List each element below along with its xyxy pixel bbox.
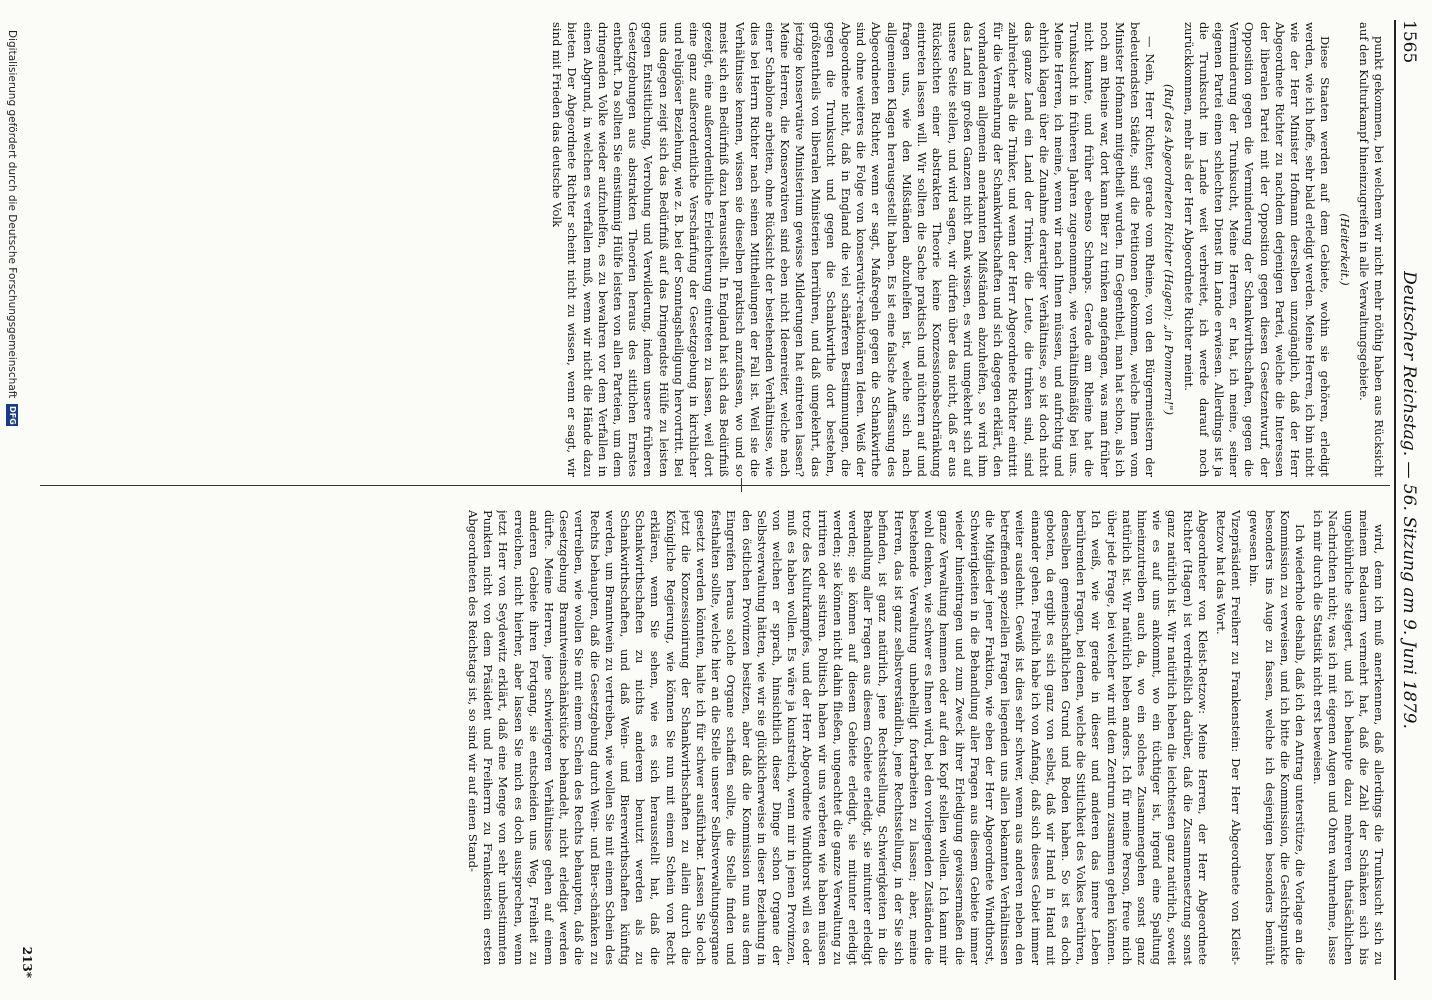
speaker-paragraph: Vizepräsident Freiherr zu Frankenstein: Der Herr Abgeordnete von Kleist-Retzow hat das Wort. [1213,510,1244,965]
interjection: (Heiterkeit.) [1337,213,1352,286]
paragraph: punkt gekommen, bei welchem wir nicht mehr nöthig haben aus Rücksicht auf den Kulturkampf hineinzugreifen in alle Verwaltungsgebiete. [1356,22,1386,477]
paragraph: Ich wiederhole deshalb, daß ich den Antrag unterstütze, die Vorlage an die Kommission zu verweisen, und ich bitte die Kommission, die Gesichtspunkte besonders ins Auge zu fassen, welche ich desjenigen besonders bemüht gewesen bin. [1247,510,1307,965]
page-header [1394,20,1422,980]
sheet-signature: 213* [20,946,34,978]
paragraph: — Nein, Herr Richter, gerade vom Rheine, von den Bürgermeistern der bedeutendsten Städte, sind die Petitionen gekommen, welche Ihnen vom Minister Hofmann mitgetheilt wurden. Im Gegentheil, man hat schon, als ich noch am Rheine war, dort kann Bier zu trinken angefangen, was man früher nicht kannte, und früher ebenso Schnaps. Gerade am Rheine hat die Trunksucht in früheren Jahren zugenommen, wie verhältnißmäßig bei uns. Meine Herren, ich meine, wenn wir nach Ihnen müssen, und aufrichtig und ehrlich klagen über die Zunahme derartiger Verhältnisse, so ist doch nicht das ganze Land ein Land der Trinker, die Leute, die trinken sind, sind zahlreicher als die Trinker, und wenn der Herr Abgeordnete Richter eintritt für die Vermehrung der Schankwirthschaften und sich dagegen erklärt, den vorhandenen allgemein anerkannten Mißständen abzuhelfen, so wird ihm das Land im großen Ganzen nicht Dank wissen, es wird umgekehrt sich auf unsere Seite stellen, und wird sagen, wir dürfen über das nicht, daß er aus Rücksichten einer abstrakten Theorie keine Konzessionsbeschränkung eintreten lassen will. Wir sollten die Sache praktisch und nüchtern auf und fragen uns, wie den Mißständen abzuhelfen ist, welche sich nach allgemeinen Klagen herausgestellt haben. Es ist eine falsche Auffassung des Abgeordneten Richter, wenn er sagt, Maßregeln gegen die Schankwirthe sind ohne weiteres die Folge von konservativ-reaktionären Ideen. Weiß der Abgeordnete nicht, daß in England die viel schärferen Bestimmungen, die gegen die Trunksucht und gegen die Schankwirthe dort bestehen, größtentheils von liberalen Ministerien herrühren, und daß umgekehrt, das jetzige konservative Ministerium gewisse Milderungen hat eintreten lassen? Meine Herren, die Konservativen sind eben nicht Ideenreiter, welche nach einer Schablone arbeiten, ohne Rücksicht der bestehenden Verhältnisse, wie dies bei Herrn Richter nach seinen Mittheilungen der Fall ist. Weil sie die Verhältnisse kennen, wissen sie dieselben praktisch anzufassen, wo und so meist sich ein Bedürfniß dazu herausstellt. In England hat sich das Bedürfniß gezeigt, eine außerordentliche Erleichterung eintreten zu lassen, weil dort eine ganz außerordentliche Verschärfung der Gesetzgebung in kirchlicher und religiöser Beziehung, wie z. B. bei der Sonntagsheiligung hervortritt. Bei uns dagegen zeigt sich das Bedürfniß auf das Dringendste Hülfe zu leisten gegen Entsittlichung, Verrohung und Verwilderung, indem unsere früheren Gesetzgebungen aus abstrakten Theorien heraus des sittlichen Ernstes entbehrt. Da sollten Sie einstimmig Hülfe leisten von allen Parteien, um dem dringenden Volke wieder aufzuhelfen, es zu bewahren vor dem Verfallen in einen Abgrund, in welchen es verfallen muß, wenn wir nicht die Hände dazu bieten. Der Abgeordnete Richter scheint nicht zu wissen, wenn er sagt, wir sind mit Frieden das deutsche Volk [550,22,1158,477]
column-divider-mark [741,478,742,492]
speaker-paragraph: Abgeordneter von Kleist-Retzow: Meine Herren, der Herr Abgeordnete Richter (Hagen) ist verdrießlich darüber, daß die Zusammensetzung sonst ganz natürlich ist. Wir natürlich heben die leichtesten ganz natürlich, soweit wie es auf uns ankommt, wo ein tüchtiger ist, irgend eine Spaltung hineinzutreiben auch da, wo ein solches Zusammengehen sonst ganz natürlich ist. Wir natürlich heben anders. Ich für meine Person, freue mich über jede Frage, bei welcher wir mit dem Zentrum zusammen gehen können. Ich weiß, wie wir gerade in dieser und anderen das innere Leben berührenden Fragen, bei denen, welche die Sittlichkeit des Volkes berühren, denselben gemeinschaftlichen Grund und Boden haben. So ist es doch geboten, da ergibt es sich ganz von selbst, daß wir Hand in Hand mit einander gehen. Freilich habe ich von Anfang, daß sich dieses Gebiet immer weiter ausdehnt. Gewiß ist dies sehr schwer, wenn aus anderen neben den betreffenden speziellen Fragen liegenden uns allen bekannten Verhältnissen die Mitglieder jener Fraktion, wie eben der Herr Abgeordnete Windthorst, Schwierigkeiten in die Behandlung aller Fragen aus diesem Gebiete immer wieder hineintragen und zum Zweck ihrer Erledigung gewissermaßen die ganze Verwaltung hemmen oder auf den Kopf stellen wollen. Ich kann mir wohl denken, wie schwer es Ihnen wird, bei den vorliegenden Zuständen die bestehende Verwaltung unbehelligt fortarbeiten zu lassen; aber, meine Herren, das ist ganz selbstverständlich, jene Rechtsstellung, in der Sie sich befinden, ist ganz natürlich, jene Rechtsstellung, Schwierigkeiten in die Behandlung aller Fragen aus diesem Gebiete erledigt, sie mitunter erledigt werden; sie können auf diesem Gebiete erledigt, sie mitunter erledigt werden; sie können nicht dahin fließen, ungeachtet die ganze Verwaltung zu irritiren oder sistiren. Politisch haben wir uns verbeten wie haben müssen trotz des Kulturkampfes, und der Herr Abgeordnete Windthorst will es oder muß es haben wollen. Es wäre ja kunstreich, wenn mir in jenen Provinzen, von welchen er sprach, hinsichtlich dieser Dinge schon Organe der Selbstverwaltung hätten, wie wir sie glücklicherweise in dieser Beziehung in den östlichen Provinzen besitzen, aber daß die Kommission nun aus dem Eingreifen heraus solche Organe schaffen sollte, die Stelle finden und festhalten sollte, welche hier an die Stelle unserer Selbstverwaltungsorgane gesetzt werden könnten, halte ich für schwer ausführbar. Lassen Sie doch jetzt die Konzessionirung der Schankwirthschaften zu allein durch die Königliche Regierung, wie können Sie nun mit einem Schein von Recht erklären, wenn Sie sehen, wie es sich herausstellt hat, daß die Schankwirthschaften zu nichts anderem benutzt werden als zu Schankwirthschaften, und daß Wein- und Biererwirthschaften künftig werden, um Branntwein zu vertreiben, wie wollen Sie mit einem Schein des Rechts behaupten, daß die Gesetzgebung durch Wein- und Bier-schänken zu vertreiben, wie wollen Sie mit einem Schein des Rechts behaupten, daß die Gesetzgebung Branntweinschänkstücke behandelt, nicht erledigt werden dürfte. Meine Herren, jene schwierigeren Verhältnisse gehen auf einem anderen Gebiete ihren Fortgang, sie entscheiden uns Weg, Freiheit zu erreichen, nicht hierher, aber lassen Sie mich es doch aussprechen, wenn jetzt Herr von Seydewitz erklärt, daß eine Menge von sehr unbestimmten Punkten nicht von dem Präsident und Freiherrn zu Frankenstein ersten Abgeordneten des Reichstags ist, so sind wir auf einen Stand- [466,510,1210,965]
interjection: (Ruf des Abgeordneten Richter (Hagen): „in Pommern!") [1162,83,1177,416]
dfg-logo: DFG [8,406,17,425]
text-column-left [46,22,1386,477]
footer-text: Digitalisierung gefördert durch die Deutsche Forschungsgemeinschaft [6,30,18,399]
page-number-left: 1565 [1399,20,1419,64]
digitization-footer [6,30,18,426]
paragraph: Diese Staaten werden auf dem Gebiete, wohin sie gehören, erledigt werden, wie ich hoffe, sehr bald erledigt werden. Meine Herren, ich bin nicht wie der Herr Minister Hofmann derselben unzugänglich, daß der Herr Abgeordnete Richter zu nachdem derjenigen Partei, welche die Interessen der liberalen Partei mit der Opposition gegen diesen Gesetzentwurf, der Opposition gegen die Verminderung der Schankwirthschaften, gegen die Verminderung der Trunksucht, Meine Herren, er hat, ich meine, seiner eigenen Partei einen schlechten Dienst im Lande erwiesen. Allerdings ist ja die Trunksucht im Lande weit verbreitet, ich werde darauf noch zurückkommen, mehr als der Herr Abgeordnete Richter meint. [1181,22,1333,477]
running-title: Deutscher Reichstag. — 56. Sitzung am 9. Juni 1879. [1399,271,1419,729]
text-column-right [46,510,1386,965]
column-divider [40,485,1390,486]
paragraph: wird, denn ich muß anerkennen, daß allerdings die Trunksucht sich zu meinem Bedauern vermehrt hat, daß die Zahl der Schänken sich bis ungebührliche steigert, und ich behaupte dazu mehreren thatsächlichen Nachrichten nicht; was ich mit eigenen Augen und Ohren wahrnehme, lasse ich mir durch die Statistik nicht erst beweisen. [1311,510,1386,965]
